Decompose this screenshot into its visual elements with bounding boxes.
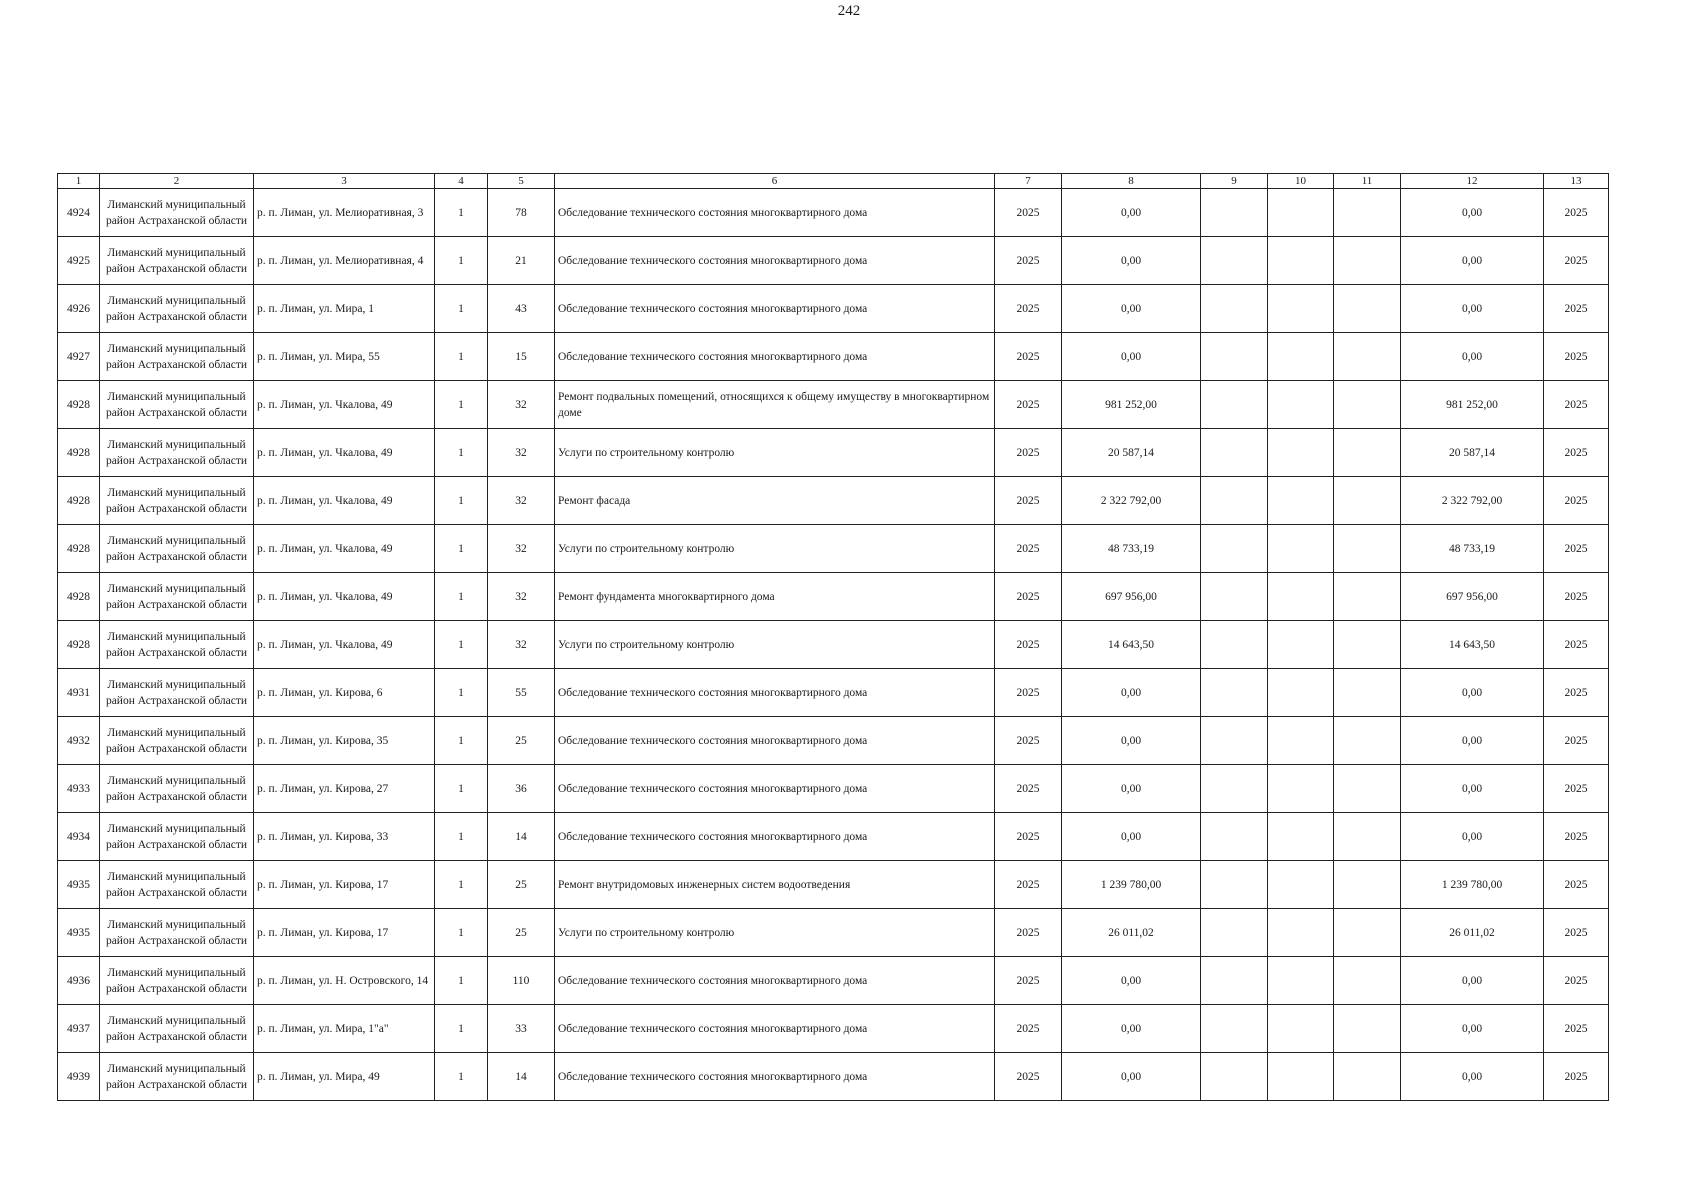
col4-cell: 1 [435,909,488,957]
column-number: 7 [995,174,1062,189]
cost-regional-cell: 0,00 [1401,237,1544,285]
col10-cell [1268,1005,1334,1053]
completion-year-cell: 2025 [1544,717,1609,765]
col9-cell [1201,1053,1268,1101]
col9-cell [1201,189,1268,237]
completion-year-cell: 2025 [1544,573,1609,621]
table-row [58,573,1609,621]
row-number-cell: 4934 [58,813,100,861]
col4-cell: 1 [435,717,488,765]
col9-cell [1201,957,1268,1005]
column-number: 13 [1544,174,1609,189]
table-row [58,813,1609,861]
col10-cell [1268,477,1334,525]
work-type-cell: Обследование технического состояния многоквартирного дома [555,1005,995,1053]
col9-cell [1201,429,1268,477]
table-row [58,621,1609,669]
work-type-cell: Обследование технического состояния многоквартирного дома [555,1053,995,1101]
cost-regional-cell: 26 011,02 [1401,909,1544,957]
col11-cell [1334,285,1401,333]
completion-year-cell: 2025 [1544,429,1609,477]
work-type-cell: Обследование технического состояния многоквартирного дома [555,765,995,813]
municipality-cell: Лиманский муниципальный район Астраханской области [100,957,254,1005]
municipality-cell: Лиманский муниципальный район Астраханской области [100,1005,254,1053]
row-number-cell: 4931 [58,669,100,717]
col5-cell: 21 [488,237,555,285]
col10-cell [1268,813,1334,861]
year-cell: 2025 [995,285,1062,333]
cost-regional-cell: 0,00 [1401,285,1544,333]
row-number-cell: 4927 [58,333,100,381]
cost-total-cell: 1 239 780,00 [1062,861,1201,909]
row-number-cell: 4936 [58,957,100,1005]
col4-cell: 1 [435,477,488,525]
work-type-cell: Услуги по строительному контролю [555,525,995,573]
municipality-cell: Лиманский муниципальный район Астраханской области [100,621,254,669]
table-row [58,477,1609,525]
col9-cell [1201,285,1268,333]
cost-total-cell: 981 252,00 [1062,381,1201,429]
col10-cell [1268,285,1334,333]
table-row [58,765,1609,813]
col5-cell: 110 [488,957,555,1005]
row-number-cell: 4925 [58,237,100,285]
cost-total-cell: 0,00 [1062,765,1201,813]
col9-cell [1201,621,1268,669]
col5-cell: 32 [488,477,555,525]
municipality-cell: Лиманский муниципальный район Астраханской области [100,477,254,525]
address-cell: р. п. Лиман, ул. Кирова, 35 [254,717,435,765]
year-cell: 2025 [995,861,1062,909]
completion-year-cell: 2025 [1544,813,1609,861]
address-cell: р. п. Лиман, ул. Мелиоративная, 3 [254,189,435,237]
year-cell: 2025 [995,1005,1062,1053]
column-number-row [58,174,1609,189]
cost-regional-cell: 2 322 792,00 [1401,477,1544,525]
col10-cell [1268,1053,1334,1101]
col5-cell: 33 [488,1005,555,1053]
address-cell: р. п. Лиман, ул. Кирова, 17 [254,861,435,909]
col11-cell [1334,813,1401,861]
col11-cell [1334,429,1401,477]
col11-cell [1334,669,1401,717]
col5-cell: 78 [488,189,555,237]
cost-regional-cell: 0,00 [1401,813,1544,861]
col10-cell [1268,669,1334,717]
year-cell: 2025 [995,909,1062,957]
address-cell: р. п. Лиман, ул. Мира, 1 [254,285,435,333]
col11-cell [1334,573,1401,621]
year-cell: 2025 [995,813,1062,861]
completion-year-cell: 2025 [1544,285,1609,333]
col10-cell [1268,957,1334,1005]
work-type-cell: Обследование технического состояния многоквартирного дома [555,333,995,381]
col5-cell: 25 [488,717,555,765]
year-cell: 2025 [995,429,1062,477]
year-cell: 2025 [995,333,1062,381]
work-type-cell: Ремонт подвальных помещений, относящихся к общему имуществу в многоквартирном доме [555,381,995,429]
row-number-cell: 4935 [58,909,100,957]
cost-regional-cell: 0,00 [1401,957,1544,1005]
col4-cell: 1 [435,813,488,861]
address-cell: р. п. Лиман, ул. Чкалова, 49 [254,573,435,621]
cost-regional-cell: 0,00 [1401,189,1544,237]
col11-cell [1334,189,1401,237]
column-number: 2 [100,174,254,189]
col4-cell: 1 [435,285,488,333]
cost-total-cell: 2 322 792,00 [1062,477,1201,525]
cost-regional-cell: 1 239 780,00 [1401,861,1544,909]
col9-cell [1201,573,1268,621]
completion-year-cell: 2025 [1544,957,1609,1005]
row-number-cell: 4924 [58,189,100,237]
municipality-cell: Лиманский муниципальный район Астраханской области [100,429,254,477]
completion-year-cell: 2025 [1544,381,1609,429]
col4-cell: 1 [435,669,488,717]
municipality-cell: Лиманский муниципальный район Астраханской области [100,525,254,573]
cost-total-cell: 14 643,50 [1062,621,1201,669]
year-cell: 2025 [995,189,1062,237]
col11-cell [1334,765,1401,813]
address-cell: р. п. Лиман, ул. Мира, 49 [254,1053,435,1101]
cost-regional-cell: 0,00 [1401,717,1544,765]
col9-cell [1201,333,1268,381]
municipality-cell: Лиманский муниципальный район Астраханской области [100,765,254,813]
work-type-cell: Обследование технического состояния многоквартирного дома [555,813,995,861]
table-row [58,957,1609,1005]
work-type-cell: Услуги по строительному контролю [555,621,995,669]
cost-total-cell: 20 587,14 [1062,429,1201,477]
completion-year-cell: 2025 [1544,189,1609,237]
col5-cell: 55 [488,669,555,717]
cost-regional-cell: 48 733,19 [1401,525,1544,573]
cost-total-cell: 0,00 [1062,957,1201,1005]
year-cell: 2025 [995,957,1062,1005]
column-number: 5 [488,174,555,189]
col11-cell [1334,621,1401,669]
row-number-cell: 4939 [58,1053,100,1101]
completion-year-cell: 2025 [1544,525,1609,573]
municipality-cell: Лиманский муниципальный район Астраханской области [100,189,254,237]
address-cell: р. п. Лиман, ул. Мелиоративная, 4 [254,237,435,285]
table-row [58,429,1609,477]
col9-cell [1201,765,1268,813]
col4-cell: 1 [435,189,488,237]
col5-cell: 15 [488,333,555,381]
row-number-cell: 4928 [58,525,100,573]
table-row [58,909,1609,957]
col5-cell: 32 [488,429,555,477]
cost-total-cell: 48 733,19 [1062,525,1201,573]
col5-cell: 32 [488,525,555,573]
address-cell: р. п. Лиман, ул. Чкалова, 49 [254,525,435,573]
col11-cell [1334,333,1401,381]
municipality-cell: Лиманский муниципальный район Астраханской области [100,1053,254,1101]
col5-cell: 32 [488,381,555,429]
table-body [58,189,1609,1101]
col4-cell: 1 [435,861,488,909]
table-row [58,669,1609,717]
address-cell: р. п. Лиман, ул. Чкалова, 49 [254,477,435,525]
col9-cell [1201,1005,1268,1053]
col4-cell: 1 [435,1053,488,1101]
col4-cell: 1 [435,573,488,621]
work-type-cell: Обследование технического состояния многоквартирного дома [555,237,995,285]
cost-regional-cell: 0,00 [1401,765,1544,813]
col10-cell [1268,189,1334,237]
col9-cell [1201,669,1268,717]
completion-year-cell: 2025 [1544,621,1609,669]
address-cell: р. п. Лиман, ул. Чкалова, 49 [254,429,435,477]
year-cell: 2025 [995,1053,1062,1101]
table-row [58,861,1609,909]
completion-year-cell: 2025 [1544,237,1609,285]
column-number: 6 [555,174,995,189]
col9-cell [1201,813,1268,861]
col11-cell [1334,477,1401,525]
col5-cell: 43 [488,285,555,333]
completion-year-cell: 2025 [1544,669,1609,717]
address-cell: р. п. Лиман, ул. Чкалова, 49 [254,621,435,669]
address-cell: р. п. Лиман, ул. Мира, 1"а" [254,1005,435,1053]
municipality-cell: Лиманский муниципальный район Астраханской области [100,909,254,957]
cost-total-cell: 0,00 [1062,813,1201,861]
table-row [58,717,1609,765]
column-number: 12 [1401,174,1544,189]
col10-cell [1268,909,1334,957]
col9-cell [1201,909,1268,957]
table-row [58,189,1609,237]
work-type-cell: Обследование технического состояния многоквартирного дома [555,669,995,717]
row-number-cell: 4928 [58,621,100,669]
completion-year-cell: 2025 [1544,861,1609,909]
cost-regional-cell: 0,00 [1401,1005,1544,1053]
col4-cell: 1 [435,237,488,285]
col11-cell [1334,1053,1401,1101]
col4-cell: 1 [435,525,488,573]
col9-cell [1201,477,1268,525]
year-cell: 2025 [995,477,1062,525]
column-number: 10 [1268,174,1334,189]
col4-cell: 1 [435,333,488,381]
cost-regional-cell: 697 956,00 [1401,573,1544,621]
address-cell: р. п. Лиман, ул. Кирова, 17 [254,909,435,957]
table-row [58,1005,1609,1053]
work-type-cell: Ремонт фундамента многоквартирного дома [555,573,995,621]
col5-cell: 14 [488,1053,555,1101]
cost-total-cell: 0,00 [1062,1005,1201,1053]
col5-cell: 25 [488,909,555,957]
row-number-cell: 4937 [58,1005,100,1053]
address-cell: р. п. Лиман, ул. Чкалова, 49 [254,381,435,429]
municipality-cell: Лиманский муниципальный район Астраханской области [100,669,254,717]
work-type-cell: Услуги по строительному контролю [555,909,995,957]
municipality-cell: Лиманский муниципальный район Астраханской области [100,717,254,765]
municipality-cell: Лиманский муниципальный район Астраханской области [100,861,254,909]
col5-cell: 14 [488,813,555,861]
work-type-cell: Обследование технического состояния многоквартирного дома [555,189,995,237]
cost-regional-cell: 14 643,50 [1401,621,1544,669]
completion-year-cell: 2025 [1544,333,1609,381]
table-row [58,1053,1609,1101]
repair-program-table [57,173,1609,1101]
col5-cell: 36 [488,765,555,813]
address-cell: р. п. Лиман, ул. Кирова, 6 [254,669,435,717]
col10-cell [1268,525,1334,573]
col11-cell [1334,957,1401,1005]
col11-cell [1334,861,1401,909]
table-row [58,333,1609,381]
year-cell: 2025 [995,765,1062,813]
work-type-cell: Ремонт фасада [555,477,995,525]
cost-regional-cell: 0,00 [1401,1053,1544,1101]
column-number: 3 [254,174,435,189]
col9-cell [1201,237,1268,285]
row-number-cell: 4932 [58,717,100,765]
row-number-cell: 4933 [58,765,100,813]
col5-cell: 32 [488,573,555,621]
year-cell: 2025 [995,669,1062,717]
col4-cell: 1 [435,621,488,669]
municipality-cell: Лиманский муниципальный район Астраханской области [100,381,254,429]
cost-regional-cell: 20 587,14 [1401,429,1544,477]
cost-regional-cell: 0,00 [1401,333,1544,381]
work-type-cell: Ремонт внутридомовых инженерных систем водоотведения [555,861,995,909]
col10-cell [1268,573,1334,621]
col10-cell [1268,237,1334,285]
cost-total-cell: 0,00 [1062,717,1201,765]
cost-total-cell: 0,00 [1062,333,1201,381]
col11-cell [1334,237,1401,285]
municipality-cell: Лиманский муниципальный район Астраханской области [100,333,254,381]
completion-year-cell: 2025 [1544,1005,1609,1053]
col11-cell [1334,909,1401,957]
year-cell: 2025 [995,621,1062,669]
address-cell: р. п. Лиман, ул. Н. Островского, 14 [254,957,435,1005]
col4-cell: 1 [435,957,488,1005]
col10-cell [1268,717,1334,765]
col9-cell [1201,717,1268,765]
col10-cell [1268,429,1334,477]
year-cell: 2025 [995,573,1062,621]
municipality-cell: Лиманский муниципальный район Астраханской области [100,813,254,861]
column-number: 4 [435,174,488,189]
year-cell: 2025 [995,237,1062,285]
table-row [58,237,1609,285]
col4-cell: 1 [435,429,488,477]
table-row [58,381,1609,429]
col10-cell [1268,381,1334,429]
cost-total-cell: 26 011,02 [1062,909,1201,957]
col10-cell [1268,861,1334,909]
col10-cell [1268,333,1334,381]
row-number-cell: 4935 [58,861,100,909]
row-number-cell: 4926 [58,285,100,333]
work-type-cell: Обследование технического состояния многоквартирного дома [555,285,995,333]
col11-cell [1334,1005,1401,1053]
col9-cell [1201,381,1268,429]
completion-year-cell: 2025 [1544,765,1609,813]
row-number-cell: 4928 [58,429,100,477]
col9-cell [1201,525,1268,573]
cost-total-cell: 0,00 [1062,285,1201,333]
col11-cell [1334,717,1401,765]
col9-cell [1201,861,1268,909]
row-number-cell: 4928 [58,573,100,621]
year-cell: 2025 [995,717,1062,765]
col5-cell: 25 [488,861,555,909]
cost-total-cell: 697 956,00 [1062,573,1201,621]
col5-cell: 32 [488,621,555,669]
col4-cell: 1 [435,1005,488,1053]
column-number: 9 [1201,174,1268,189]
year-cell: 2025 [995,381,1062,429]
page-number: 242 [837,3,861,19]
work-type-cell: Обследование технического состояния многоквартирного дома [555,957,995,1005]
address-cell: р. п. Лиман, ул. Мира, 55 [254,333,435,381]
col11-cell [1334,381,1401,429]
completion-year-cell: 2025 [1544,1053,1609,1101]
cost-regional-cell: 981 252,00 [1401,381,1544,429]
municipality-cell: Лиманский муниципальный район Астраханской области [100,285,254,333]
cost-total-cell: 0,00 [1062,1053,1201,1101]
column-number: 1 [58,174,100,189]
cost-total-cell: 0,00 [1062,237,1201,285]
cost-total-cell: 0,00 [1062,189,1201,237]
table-row [58,525,1609,573]
col4-cell: 1 [435,765,488,813]
column-number: 8 [1062,174,1201,189]
address-cell: р. п. Лиман, ул. Кирова, 33 [254,813,435,861]
work-type-cell: Услуги по строительному контролю [555,429,995,477]
completion-year-cell: 2025 [1544,909,1609,957]
cost-total-cell: 0,00 [1062,669,1201,717]
column-number: 11 [1334,174,1401,189]
row-number-cell: 4928 [58,477,100,525]
work-type-cell: Обследование технического состояния многоквартирного дома [555,717,995,765]
col10-cell [1268,765,1334,813]
col10-cell [1268,621,1334,669]
cost-regional-cell: 0,00 [1401,669,1544,717]
address-cell: р. п. Лиман, ул. Кирова, 27 [254,765,435,813]
completion-year-cell: 2025 [1544,477,1609,525]
row-number-cell: 4928 [58,381,100,429]
table-row [58,285,1609,333]
col4-cell: 1 [435,381,488,429]
year-cell: 2025 [995,525,1062,573]
municipality-cell: Лиманский муниципальный район Астраханской области [100,237,254,285]
municipality-cell: Лиманский муниципальный район Астраханской области [100,573,254,621]
col11-cell [1334,525,1401,573]
